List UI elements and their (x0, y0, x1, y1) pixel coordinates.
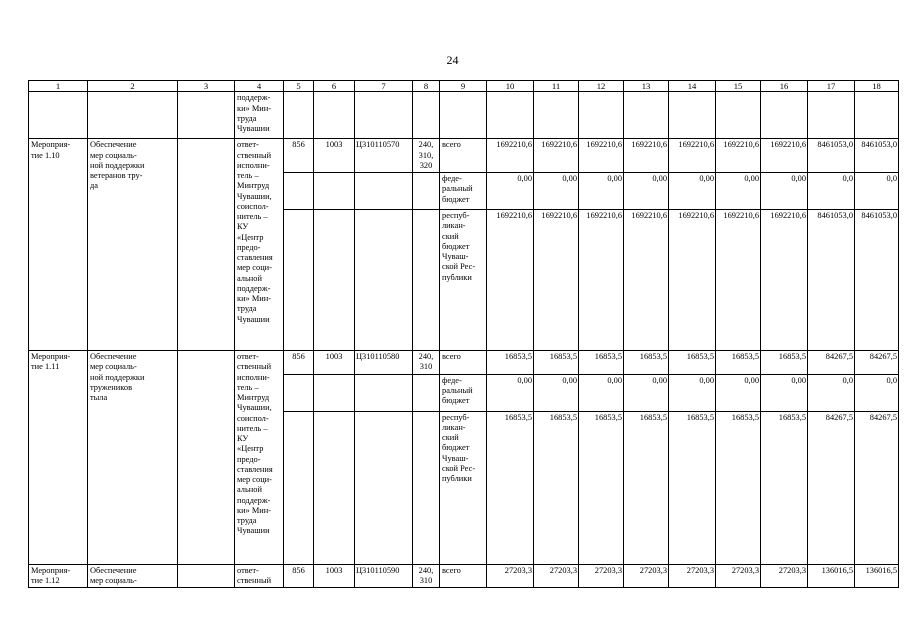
amount-cell: 0,00 (716, 173, 761, 210)
column-number-3: 3 (178, 81, 235, 92)
amount-cell: 1692210,6 (534, 139, 579, 173)
amount-cell: 1692210,6 (487, 139, 534, 173)
column-number-11: 11 (534, 81, 579, 92)
target-article-code: Ц310110570 (355, 139, 413, 173)
empty-cell (808, 92, 855, 139)
column-number-18: 18 (855, 81, 899, 92)
continuation-row (29, 92, 899, 139)
empty-cell (716, 92, 761, 139)
amount-cell: 27203,3 (761, 564, 808, 588)
expense-type-code: 240, 310 (413, 564, 440, 588)
column-number-9: 9 (440, 81, 487, 92)
amount-cell: 0,00 (579, 173, 624, 210)
empty-cell (314, 210, 355, 351)
empty-cell (178, 351, 235, 565)
amount-cell: 0,0 (855, 374, 899, 411)
executor-cell: поддерж- ки» Мин- труда Чувашии (235, 92, 284, 139)
expense-type-code: 240, 310 (413, 351, 440, 375)
grbs-code: 856 (284, 139, 314, 173)
grbs-code: 856 (284, 351, 314, 375)
executor-cell: ответ- ственный исполни- тель – Минтруд Чувашии, соиспол- нитель – КУ «Центр предо- ставления мер соци- альной поддерж- ки» Мин- труда Чувашии (235, 139, 284, 351)
amount-cell: 1692210,6 (624, 210, 669, 351)
column-number-13: 13 (624, 81, 669, 92)
grbs-code: 856 (284, 564, 314, 588)
measure-name: Обеспечение мер социаль- ной поддержки ветеранов тру- да (88, 139, 178, 351)
amount-cell: 84267,5 (855, 411, 899, 564)
amount-cell: 0,00 (487, 374, 534, 411)
column-number-2: 2 (88, 81, 178, 92)
column-number-12: 12 (579, 81, 624, 92)
empty-cell (284, 374, 314, 411)
amount-cell: 16853,5 (716, 411, 761, 564)
amount-cell: 0,0 (808, 173, 855, 210)
budget-table (28, 80, 899, 588)
empty-cell (178, 139, 235, 351)
amount-cell: 16853,5 (579, 351, 624, 375)
amount-cell: 0,00 (669, 173, 716, 210)
empty-cell (855, 92, 899, 139)
amount-cell: 84267,5 (855, 351, 899, 375)
empty-cell (624, 92, 669, 139)
empty-cell (440, 92, 487, 139)
empty-cell (355, 411, 413, 564)
column-number-7: 7 (355, 81, 413, 92)
amount-cell: 1692210,6 (669, 139, 716, 173)
section-code: 1003 (314, 564, 355, 588)
amount-cell: 1692210,6 (716, 139, 761, 173)
amount-cell: 16853,5 (669, 351, 716, 375)
header-row (29, 81, 899, 92)
amount-cell: 16853,5 (624, 351, 669, 375)
amount-cell: 16853,5 (761, 411, 808, 564)
column-number-17: 17 (808, 81, 855, 92)
empty-cell (534, 92, 579, 139)
amount-cell: 0,00 (624, 173, 669, 210)
amount-cell: 16853,5 (534, 351, 579, 375)
amount-cell: 8461053,0 (855, 210, 899, 351)
empty-cell (29, 92, 88, 139)
funding-source: феде- ральный бюджет (440, 173, 487, 210)
amount-cell: 27203,3 (579, 564, 624, 588)
empty-cell (487, 92, 534, 139)
measure-name: Обеспечение мер социаль- (88, 564, 178, 588)
executor-cell: ответ- ственный (235, 564, 284, 588)
measure-id: Мероприя- тие 1.12 (29, 564, 88, 588)
amount-cell: 27203,3 (534, 564, 579, 588)
expense-type-code: 240, 310, 320 (413, 139, 440, 173)
empty-cell (761, 92, 808, 139)
empty-cell (413, 374, 440, 411)
empty-cell (284, 411, 314, 564)
funding-source: всего (440, 564, 487, 588)
empty-cell (413, 210, 440, 351)
empty-cell (355, 210, 413, 351)
amount-cell: 16853,5 (761, 351, 808, 375)
amount-cell: 8461053,0 (855, 139, 899, 173)
amount-cell: 16853,5 (487, 351, 534, 375)
column-number-1: 1 (29, 81, 88, 92)
column-number-8: 8 (413, 81, 440, 92)
measure-row (29, 564, 899, 588)
amount-cell: 0,00 (716, 374, 761, 411)
section-code: 1003 (314, 139, 355, 173)
amount-cell: 27203,3 (487, 564, 534, 588)
measure-name: Обеспечение мер социаль- ной поддержки тружеников тыла (88, 351, 178, 565)
funding-source: всего (440, 351, 487, 375)
amount-cell: 0,00 (624, 374, 669, 411)
amount-cell: 16853,5 (716, 351, 761, 375)
amount-cell: 1692210,6 (761, 210, 808, 351)
empty-cell (178, 92, 235, 139)
amount-cell: 0,00 (534, 173, 579, 210)
empty-cell (88, 92, 178, 139)
empty-cell (314, 374, 355, 411)
measure-id: Мероприя- тие 1.10 (29, 139, 88, 351)
empty-cell (413, 173, 440, 210)
measure-row (29, 139, 899, 173)
column-number-6: 6 (314, 81, 355, 92)
amount-cell: 136016,5 (855, 564, 899, 588)
amount-cell: 16853,5 (669, 411, 716, 564)
measure-row (29, 351, 899, 375)
amount-cell: 84267,5 (808, 351, 855, 375)
amount-cell: 16853,5 (534, 411, 579, 564)
amount-cell: 0,00 (669, 374, 716, 411)
amount-cell: 1692210,6 (669, 210, 716, 351)
amount-cell: 16853,5 (487, 411, 534, 564)
amount-cell: 8461053,0 (808, 210, 855, 351)
empty-cell (355, 92, 413, 139)
amount-cell: 0,0 (808, 374, 855, 411)
column-number-4: 4 (235, 81, 284, 92)
empty-cell (413, 411, 440, 564)
amount-cell: 16853,5 (579, 411, 624, 564)
column-number-15: 15 (716, 81, 761, 92)
column-number-16: 16 (761, 81, 808, 92)
amount-cell: 27203,3 (624, 564, 669, 588)
amount-cell: 84267,5 (808, 411, 855, 564)
amount-cell: 0,00 (761, 173, 808, 210)
amount-cell: 0,00 (534, 374, 579, 411)
amount-cell: 0,00 (579, 374, 624, 411)
empty-cell (284, 173, 314, 210)
amount-cell: 1692210,6 (624, 139, 669, 173)
target-article-code: Ц310110580 (355, 351, 413, 375)
empty-cell (314, 411, 355, 564)
empty-cell (355, 374, 413, 411)
funding-source: феде- ральный бюджет (440, 374, 487, 411)
amount-cell: 0,00 (761, 374, 808, 411)
amount-cell: 0,00 (487, 173, 534, 210)
empty-cell (413, 92, 440, 139)
amount-cell: 136016,5 (808, 564, 855, 588)
empty-cell (314, 173, 355, 210)
empty-cell (579, 92, 624, 139)
amount-cell: 27203,3 (716, 564, 761, 588)
executor-cell: ответ- ственный исполни- тель – Минтруд Чувашии, соиспол- нитель – КУ «Центр предо- ставления мер соци- альной поддерж- ки» Мин- труда Чувашии (235, 351, 284, 565)
measure-id: Мероприя- тие 1.11 (29, 351, 88, 565)
amount-cell: 1692210,6 (761, 139, 808, 173)
column-number-5: 5 (284, 81, 314, 92)
empty-cell (314, 92, 355, 139)
funding-source: всего (440, 139, 487, 173)
amount-cell: 27203,3 (669, 564, 716, 588)
funding-source: респуб- ликан- ский бюджет Чуваш- ской Рес- публики (440, 210, 487, 351)
empty-cell (669, 92, 716, 139)
empty-cell (284, 210, 314, 351)
target-article-code: Ц310110590 (355, 564, 413, 588)
amount-cell: 16853,5 (624, 411, 669, 564)
page-number: 24 (446, 53, 459, 67)
amount-cell: 1692210,6 (534, 210, 579, 351)
amount-cell: 1692210,6 (487, 210, 534, 351)
amount-cell: 1692210,6 (716, 210, 761, 351)
amount-cell: 8461053,0 (808, 139, 855, 173)
empty-cell (178, 564, 235, 588)
amount-cell: 1692210,6 (579, 210, 624, 351)
amount-cell: 1692210,6 (579, 139, 624, 173)
empty-cell (355, 173, 413, 210)
amount-cell: 0,0 (855, 173, 899, 210)
column-number-14: 14 (669, 81, 716, 92)
empty-cell (284, 92, 314, 139)
column-number-10: 10 (487, 81, 534, 92)
funding-source: респуб- ликан- ский бюджет Чуваш- ской Рес- публики (440, 411, 487, 564)
section-code: 1003 (314, 351, 355, 375)
